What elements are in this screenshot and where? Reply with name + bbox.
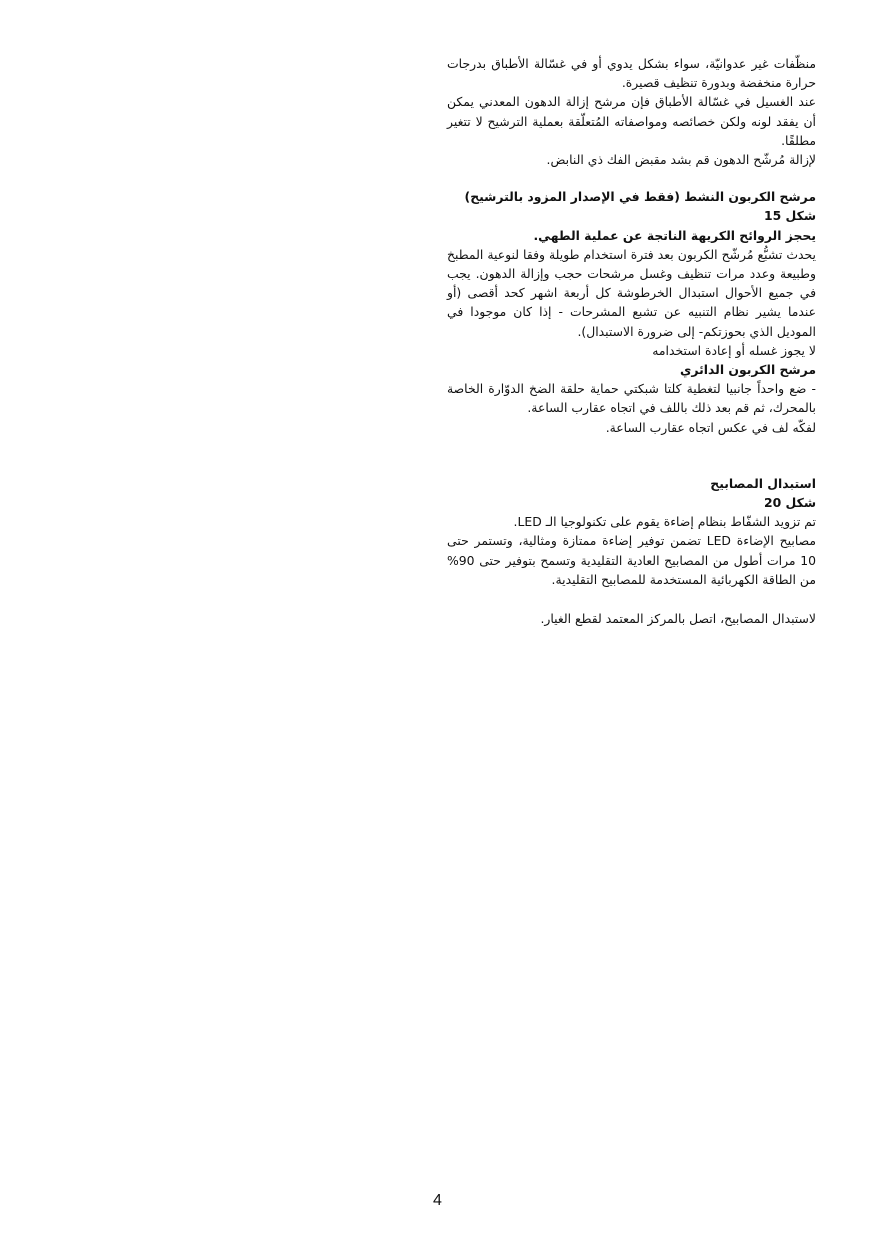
- carbon-filter-no-wash-note: لا يجوز غسله أو إعادة استخدامه: [652, 342, 816, 358]
- intro-paragraph-dishwasher: عند الغسيل في غسّالة الأطباق فإن مرشح إزالة الدهون المعدني يمكن أن يفقد لونه ولكن خصائصه ومواصفاته المُتعلّقة بعملية الترشيح لا تتغير مطلقًا.: [447, 94, 816, 148]
- round-carbon-filter-remove: لفكّه لف في عكس اتجاه عقارب الساعة.: [605, 419, 816, 435]
- lamps-heading: استبدال المصابيح: [710, 475, 816, 491]
- intro-paragraph-detergents: منظّفات غير عدوانيّة، سواء بشكل يدوي أو في غسّالة الأطباق بدرجات حرارة منخفضة وبدورة تنظيف قصيرة.: [447, 56, 816, 91]
- spacer: [447, 169, 816, 187]
- spacer: [447, 437, 816, 474]
- round-carbon-filter-heading: مرشح الكربون الدائري: [680, 362, 816, 378]
- lamps-led-intro: تم تزويد الشفّاط بنظام إضاءة يقوم على تكنولوجيا الـ LED.: [513, 514, 816, 530]
- lamps-figure-ref: شكل 20: [763, 495, 816, 511]
- spacer: [447, 589, 816, 609]
- carbon-filter-body: يحدث تشبُّع مُرشّح الكربون بعد فترة استخدام طويلة وفقا لنوعية المطبخ وطبيعة وعدد مرات تنظيف وغسل مرشحات حجب وإزالة الدهون. يجب في جميع الأحوال استبدال الخرطوشة كل أربعة اشهر كحد أقصى (أو عندما يشير نظام التنبيه عن تشبع المشرحات - إذا كان موجودا في الموديل الذي بحوزتكم- إلى ضرورة الاستبدال).: [447, 246, 816, 339]
- lamps-replacement-contact: لاستبدال المصابيح، اتصل بالمركز المعتمد لقطع الغيار.: [540, 611, 816, 627]
- lamps-led-benefits: مصابيح الإضاءة LED تضمن توفير إضاءة ممتازة ومثالية، وتستمر حتى 10 مرات أطول من المصابيح العادية التقليدية وتسمح بتوفير حتى 90% من الطاقة الكهربائية المستخدمة للمصابيح التقليدية.: [447, 533, 816, 587]
- page-number: 4: [433, 1192, 442, 1209]
- intro-paragraph-remove-filter: لإزالة مُرشّح الدهون قم بشد مقبض الفك ذي النابض.: [546, 152, 816, 168]
- carbon-filter-heading: مرشح الكربون النشط (فقط في الإصدار المزود بالترشيح): [464, 189, 816, 205]
- round-carbon-filter-install: - ضع واحداً جانبيا لتغطية كلتا شبكتي حماية حلقة الضخ الدوّارة الخاصة بالمحرك، ثم قم بعد ذلك باللف في اتجاه عقارب الساعة.: [447, 381, 816, 416]
- carbon-filter-figure-ref: شكل 15: [763, 208, 816, 224]
- manual-text-column: [447, 54, 816, 628]
- carbon-filter-subheading: يحجز الروائح الكريهة الناتجة عن عملية الطهي.: [533, 227, 816, 243]
